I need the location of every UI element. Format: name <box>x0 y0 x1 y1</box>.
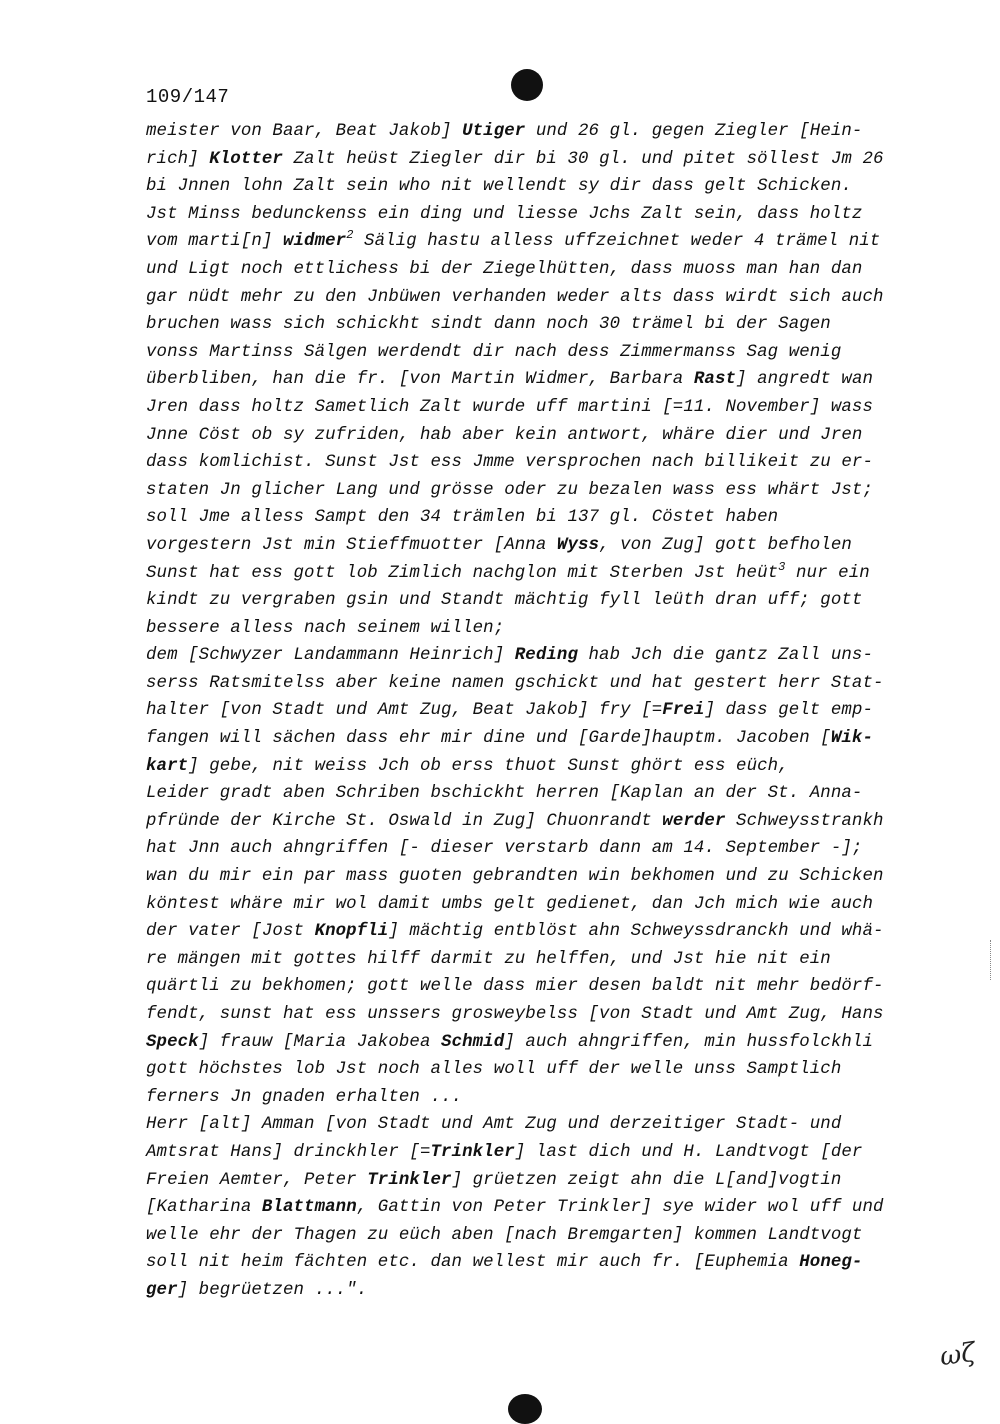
text-segment: Jst Minss bedunckenss ein ding und liesse Jchs Zalt sein, dass holtz <box>146 204 863 224</box>
text-segment: Jnne Cöst ob sy zufriden, hab aber kein antwort, whäre dier und Jren <box>146 425 863 445</box>
text-line <box>146 366 916 394</box>
text-segment: ] frauw [Maria Jakobea <box>198 1032 442 1052</box>
text-line <box>146 504 916 532</box>
text-line <box>146 422 916 450</box>
text-line <box>146 256 916 284</box>
text-segment: der vater [Jost <box>146 922 315 942</box>
text-segment: Sunst hat ess gott lob Zimlich nachglon mit Sterben Jst heüt <box>146 563 779 583</box>
text-line <box>146 339 916 367</box>
text-segment: gar nüdt mehr zu den Jnbüwen verhanden weder alts dass wirdt sich auch <box>146 287 884 307</box>
text-segment: bessere alless nach seinem willen; <box>146 618 505 638</box>
text-line <box>146 918 916 946</box>
text-segment: dem [Schwyzer Landammann Heinrich] <box>146 646 515 666</box>
text-segment: hab Jch die gantz Zall uns- <box>577 646 873 666</box>
text-segment: nur ein <box>785 563 870 583</box>
bold-name: Wik- <box>830 729 874 749</box>
text-segment: Sälig hastu alless uffzeichnet weder 4 trämel nit <box>353 232 881 252</box>
text-line <box>146 753 916 781</box>
text-line <box>146 1139 916 1167</box>
text-line <box>146 1056 916 1084</box>
text-segment: Freien Aemter, Peter <box>146 1170 368 1190</box>
text-line <box>146 1194 916 1222</box>
bold-name: widmer <box>282 232 347 252</box>
text-segment: staten Jn glicher Lang und grösse oder zu bezalen wass ess whärt Jst; <box>146 480 873 500</box>
text-segment: pfründe der Kirche St. Oswald in Zug] Chuonrandt <box>146 811 663 831</box>
text-segment: Herr [alt] Amman [von Stadt und Amt Zug und derzeitiger Stadt- und <box>146 1115 842 1135</box>
text-line <box>146 1277 916 1305</box>
bold-name: Frei <box>662 701 705 721</box>
text-line <box>146 477 916 505</box>
text-segment: halter [von Stadt und Amt Zug, Beat Jakob] fry [= <box>146 701 663 721</box>
text-line <box>146 1029 916 1057</box>
bold-name: Trinkler <box>430 1142 515 1162</box>
bold-name: Wyss <box>556 535 600 555</box>
text-segment: ] mächtig entblöst ahn Schweyssdranckh und whä- <box>388 922 884 942</box>
bold-name: Honeg- <box>799 1253 863 1273</box>
text-segment: soll Jme alless Sampt den 34 trämlen bi 137 gl. Cöstet haben <box>146 508 779 528</box>
text-segment: fendt, sunst hat ess unssers grosweybelss [von Stadt und Amt Zug, Hans <box>146 1005 884 1024</box>
text-line <box>146 1111 916 1139</box>
text-line <box>146 1001 916 1029</box>
text-line <box>146 118 916 146</box>
text-segment: ] auch ahngriffen, min hussfolckhli <box>504 1032 874 1052</box>
handwritten-initials: ωζ <box>938 1337 978 1373</box>
bold-name: Utiger <box>462 122 526 141</box>
text-segment: wan du mir ein par mass guoten gebrandten win bekhomen und zu Schicken <box>146 867 884 887</box>
text-line <box>146 670 916 698</box>
text-segment: Zalt heüst Ziegler dir bi 30 gl. und pitet söllest Jm 26 <box>282 149 884 169</box>
text-segment: , Gattin von Peter Trinkler] sye wider wol uff und <box>356 1198 884 1218</box>
text-segment: welle ehr der Thagen zu eüch aben [nach Bremgarten] kommen Landtvogt <box>146 1225 863 1245</box>
text-segment: dass komlichist. Sunst Jst ess Jmme versprochen nach billikeit zu er- <box>146 453 873 473</box>
text-segment: und Ligt noch ettlichess bi der Ziegelhütten, dass muoss man han dan <box>146 259 863 279</box>
text-line <box>146 311 916 339</box>
bold-name: Rast <box>693 370 737 390</box>
text-line <box>146 863 916 891</box>
bold-name: Knopfli <box>314 922 389 942</box>
text-line <box>146 532 916 560</box>
letter-transcription-text <box>146 118 916 1305</box>
text-segment: rich] <box>146 149 210 169</box>
bold-name: Speck <box>146 1032 199 1052</box>
text-segment: re mängen mit gottes hilff darmit zu helffen, und Jst hie nit ein <box>146 949 831 969</box>
text-line <box>146 697 916 725</box>
text-line <box>146 642 916 670</box>
punch-hole-mark <box>511 69 543 101</box>
text-segment: Leider gradt aben Schriben bschickht herren [Kaplan an der St. Anna- <box>146 784 863 804</box>
text-segment: vom marti[n] <box>146 232 283 252</box>
bold-name: kart <box>146 756 189 776</box>
text-segment: ] angredt wan <box>736 370 874 390</box>
text-segment: Jren dass holtz Sametlich Zalt wurde uff martini [=11. November] wass <box>146 397 873 417</box>
text-line <box>146 587 916 615</box>
text-line <box>146 780 916 808</box>
page-number: 109/147 <box>146 86 230 108</box>
footnote-marker: 2 <box>346 228 354 243</box>
bold-name: Klotter <box>209 149 283 169</box>
text-segment: kindt zu vergraben gsin und Standt mächtig fyll leüth dran uff; gott <box>146 591 863 611</box>
text-segment: gott höchstes lob Jst noch alles woll uff der welle unss Samptlich <box>146 1060 842 1080</box>
text-segment: bi Jnnen lohn Zalt sein who nit wellendt sy dir dass gelt Schicken. <box>146 177 852 197</box>
text-segment: vonss Martinss Sälgen werdendt dir nach dess Zimmermanss Sag wenig <box>146 342 842 362</box>
text-segment: fangen will sächen dass ehr mir dine und [Garde]hauptm. Jacoben [ <box>146 729 831 749</box>
text-segment: ferners Jn gnaden erhalten ... <box>146 1087 463 1107</box>
text-segment: quärtli zu bekhomen; gott welle dass mier desen baldt nit mehr bedörf- <box>146 977 884 997</box>
text-line <box>146 228 916 256</box>
punch-hole-mark-bottom <box>508 1394 542 1424</box>
text-line <box>146 1222 916 1250</box>
text-line <box>146 615 916 643</box>
text-segment: ] gebe, nit weiss Jch ob erss thuot Sunst ghört ess eüch, <box>188 756 789 776</box>
text-line <box>146 1084 916 1112</box>
text-segment: ] begrüetzen ...". <box>177 1280 368 1300</box>
text-segment: überbliben, han die fr. [von Martin Widmer, Barbara <box>146 370 694 390</box>
text-line <box>146 946 916 974</box>
text-segment: ] grüetzen zeigt ahn die L[and]vogtin <box>451 1170 842 1190</box>
text-line <box>146 449 916 477</box>
text-segment: köntest whäre mir wol damit umbs gelt gedienet, dan Jch mich wie auch <box>146 894 873 914</box>
footnote-marker: 3 <box>778 559 786 574</box>
text-line <box>146 835 916 863</box>
text-segment: ] last dich und H. Landtvogt [der <box>514 1142 863 1162</box>
text-line <box>146 284 916 312</box>
text-line <box>146 146 916 174</box>
text-segment: Schweysstrankh <box>725 811 884 831</box>
text-segment: hat Jnn auch ahngriffen [- dieser verstarb dann am 14. September -]; <box>146 839 863 859</box>
text-line <box>146 173 916 201</box>
text-segment: [Katharina <box>146 1198 262 1218</box>
bold-name: Blattmann <box>261 1198 357 1218</box>
text-line <box>146 394 916 422</box>
bold-name: Schmid <box>441 1032 505 1052</box>
bold-name: werder <box>662 811 726 831</box>
text-segment: bruchen wass sich schickht sindt dann noch 30 trämel bi der Sagen <box>146 315 831 335</box>
text-line <box>146 725 916 753</box>
bold-name: Trinkler <box>367 1170 452 1190</box>
margin-dots <box>990 940 993 980</box>
text-segment: meister von Baar, Beat Jakob] <box>146 122 463 141</box>
text-line <box>146 1167 916 1195</box>
text-segment: vorgestern Jst min Stieffmuotter [Anna <box>146 535 557 555</box>
text-segment: serss Ratsmitelss aber keine namen gschickt und hat gestert herr Stat- <box>146 673 884 693</box>
text-segment: und 26 gl. gegen Ziegler [Hein- <box>525 122 863 141</box>
bold-name: ger <box>146 1280 178 1300</box>
text-segment: soll nit heim fächten etc. dan wellest mir auch fr. [Euphemia <box>146 1253 800 1273</box>
text-line <box>146 201 916 229</box>
text-segment: Amtsrat Hans] drinckhler [= <box>146 1142 431 1162</box>
text-line <box>146 891 916 919</box>
text-line <box>146 973 916 1001</box>
text-line <box>146 560 916 588</box>
text-line <box>146 1249 916 1277</box>
text-segment: , von Zug] gott befholen <box>599 535 852 555</box>
bold-name: Reding <box>514 646 578 666</box>
text-line <box>146 808 916 836</box>
text-segment: ] dass gelt emp- <box>704 701 874 721</box>
